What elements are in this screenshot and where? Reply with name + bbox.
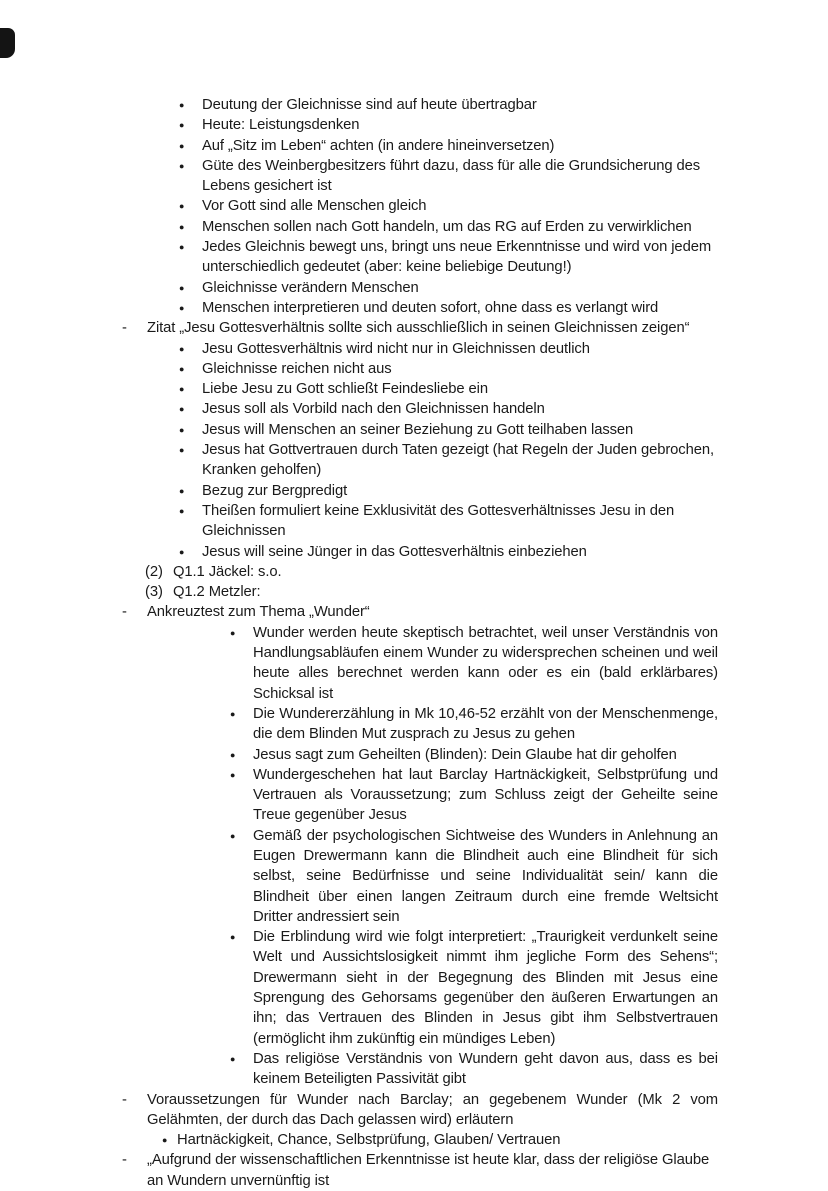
list-item xyxy=(122,1130,718,1150)
list-item-text: Q1.1 Jäckel: s.o. xyxy=(173,563,282,580)
list-item-text: Jesus will seine Jünger in das Gottesverhältnis einbeziehen xyxy=(202,543,587,560)
bullet-marker: ● xyxy=(179,384,185,395)
bullet-marker: ● xyxy=(230,769,236,780)
list-item xyxy=(122,136,718,156)
list-item-text: Jesus soll als Vorbild nach den Gleichnissen handeln xyxy=(202,401,545,418)
list-item xyxy=(122,217,718,237)
bullet-marker: ● xyxy=(230,1053,236,1064)
bullet-marker: ● xyxy=(230,749,236,760)
list-item-text: Jesu Gottesverhältnis wird nicht nur in Gleichnissen deutlich xyxy=(202,340,590,357)
bullet-marker: ● xyxy=(179,201,185,212)
list-item-text: Wunder werden heute skeptisch betrachtet, weil unser Verständnis von Handlungsabläufen einem Wunder zu widersprechen scheinen und weil heute alles berechnet werden kann oder es ein (bald erklärbares) Schicksal ist xyxy=(253,624,718,702)
bullet-marker: ● xyxy=(179,282,185,293)
bullet-marker: ● xyxy=(162,1135,168,1146)
list-item xyxy=(122,196,718,216)
bullet-marker: ● xyxy=(179,120,185,131)
list-item xyxy=(122,399,718,419)
list-item xyxy=(122,582,718,602)
list-number: (2) xyxy=(145,563,163,580)
bullet-marker: ● xyxy=(179,445,185,456)
list-item xyxy=(122,156,718,197)
list-item-text: Jedes Gleichnis bewegt uns, bringt uns neue Erkenntnisse und wird von jedem unterschiedlich gedeutet (aber: keine beliebige Deutung!) xyxy=(202,239,712,276)
list-item-text: Deutung der Gleichnisse sind auf heute übertragbar xyxy=(202,97,537,113)
list-item xyxy=(122,1150,718,1191)
list-item-text: Theißen formuliert keine Exklusivität des Gottesverhältnisses Jesu in den Gleichnissen xyxy=(202,502,675,540)
list-item-text: Liebe Jesu zu Gott schließt Feindesliebe ein xyxy=(202,381,488,398)
bullet-marker: ● xyxy=(179,505,185,516)
list-item-text: Gleichnisse verändern Menschen xyxy=(202,279,419,296)
list-item xyxy=(122,318,718,338)
list-item xyxy=(122,501,718,542)
list-item xyxy=(122,542,718,562)
list-item-text: Gemäß der psychologischen Sichtweise des Wunders in Anlehnung an Eugen Drewermann kann die Blindheit auch eine Blindheit für sich selbst, seine Bedürfnisse und seine Individualität sein/ kann die Blindheit über einen langen Zeitraum durch eine fremde Weltsicht Dritter andressiert sein xyxy=(253,827,718,925)
bullet-marker: ● xyxy=(179,140,185,151)
list-item xyxy=(122,826,718,927)
list-item-text: Menschen interpretieren und deuten sofort, ohne dass es verlangt wird xyxy=(202,299,659,316)
list-item-text: Gleichnisse reichen nicht aus xyxy=(202,360,392,377)
list-item-text: Jesus sagt zum Geheilten (Blinden): Dein Glaube hat dir geholfen xyxy=(253,746,677,763)
list-item-text: Auf „Sitz im Leben“ achten (in andere hineinversetzen) xyxy=(202,137,555,154)
list-item xyxy=(122,602,718,622)
list-item-text: Zitat „Jesu Gottesverhältnis sollte sich ausschließlich in seinen Gleichnissen zeigen“ xyxy=(147,320,690,337)
list-item xyxy=(122,704,718,745)
page-edge-artifact xyxy=(0,28,15,58)
list-item xyxy=(122,1090,718,1131)
dash-marker: - xyxy=(122,320,127,337)
bullet-marker: ● xyxy=(230,708,236,719)
list-number: (3) xyxy=(145,584,163,601)
list-item xyxy=(122,278,718,298)
list-item xyxy=(122,379,718,399)
list-item xyxy=(122,745,718,765)
list-item-text: „Aufgrund der wissenschaftlichen Erkenntnisse ist heute klar, dass der religiöse Glaube an Wundern unvernünftig ist xyxy=(147,1152,710,1189)
list-item xyxy=(122,359,718,379)
list-item-text: Jesus will Menschen an seiner Beziehung zu Gott teilhaben lassen xyxy=(202,421,634,438)
bullet-marker: ● xyxy=(179,485,185,496)
bullet-marker: ● xyxy=(179,404,185,415)
list-item-text: Hartnäckigkeit, Chance, Selbstprüfung, Glauben/ Vertrauen xyxy=(177,1132,561,1149)
list-item-text: Heute: Leistungsdenken xyxy=(202,117,360,134)
bullet-marker: ● xyxy=(179,343,185,354)
list-item xyxy=(122,440,718,481)
list-item xyxy=(122,237,718,278)
list-item-text: Wundergeschehen hat laut Barclay Hartnäckigkeit, Selbstprüfung und Vertrauen als Voraussetzung; zum Schluss zeigt der Geheilte seine Treue gegenüber Jesus xyxy=(253,766,718,824)
list-item-text: Jesus hat Gottvertrauen durch Taten gezeigt (hat Regeln der Juden gebrochen, Kranken geholfen) xyxy=(202,442,714,479)
list-item-text: Q1.2 Metzler: xyxy=(173,584,261,601)
bullet-marker: ● xyxy=(179,424,185,435)
bullet-marker: ● xyxy=(230,830,236,841)
bullet-marker: ● xyxy=(179,160,185,171)
list-item-text: Menschen sollen nach Gott handeln, um das RG auf Erden zu verwirklichen xyxy=(202,218,692,235)
list-item-text: Vor Gott sind alle Menschen gleich xyxy=(202,198,427,215)
list-item xyxy=(122,765,718,826)
list-item-text: Das religiöse Verständnis von Wundern geht davon aus, dass es bei keinem Beteiligten Passivität gibt xyxy=(253,1050,718,1088)
list-item-text: Die Erblindung wird wie folgt interpretiert: „Traurigkeit verdunkelt seine Welt und Aussichtslosigkeit nimmt ihm jegliche Form des Sehens“; Drewermann sieht in der Begegnung des Blinden mit Jesus eine Sprengung des Gehorsams gegenüber den äußeren Erwartungen an ihn; das Vertrauen des Blinden in Jesus gibt ihm Selbstvertrauen (ermöglicht ihm zukünftig ein mündiges Leben) xyxy=(253,929,718,1047)
bullet-marker: ● xyxy=(230,627,236,638)
list-item xyxy=(122,481,718,501)
bullet-marker: ● xyxy=(179,100,185,110)
bullet-marker: ● xyxy=(230,932,236,943)
document-content xyxy=(122,95,718,1191)
bullet-marker: ● xyxy=(179,221,185,232)
dash-marker: - xyxy=(122,604,127,621)
bullet-marker: ● xyxy=(179,363,185,374)
list-item xyxy=(122,562,718,582)
bullet-marker: ● xyxy=(179,546,185,557)
bullet-marker: ● xyxy=(179,302,185,313)
list-item xyxy=(122,339,718,359)
list-item xyxy=(122,95,718,115)
list-item xyxy=(122,927,718,1049)
bullet-marker: ● xyxy=(179,242,185,253)
dash-marker: - xyxy=(122,1152,127,1169)
list-item-text: Ankreuztest zum Thema „Wunder“ xyxy=(147,604,370,621)
list-item xyxy=(122,1049,718,1090)
list-item xyxy=(122,420,718,440)
list-item xyxy=(122,298,718,318)
list-item-text: Voraussetzungen für Wunder nach Barclay; an gegebenem Wunder (Mk 2 vom Gelähmten, der durch das Dach gelassen wird) erläutern xyxy=(147,1091,718,1128)
dash-marker: - xyxy=(122,1091,127,1108)
list-item-text: Güte des Weinbergbesitzers führt dazu, dass für alle die Grundsicherung des Lebens gesichert ist xyxy=(202,157,701,195)
list-item-text: Die Wundererzählung in Mk 10,46-52 erzählt von der Menschenmenge, die dem Blinden Mut zusprach zu Jesus zu gehen xyxy=(253,705,718,743)
list-item xyxy=(122,115,718,135)
list-item-text: Bezug zur Bergpredigt xyxy=(202,482,348,499)
list-item xyxy=(122,623,718,704)
